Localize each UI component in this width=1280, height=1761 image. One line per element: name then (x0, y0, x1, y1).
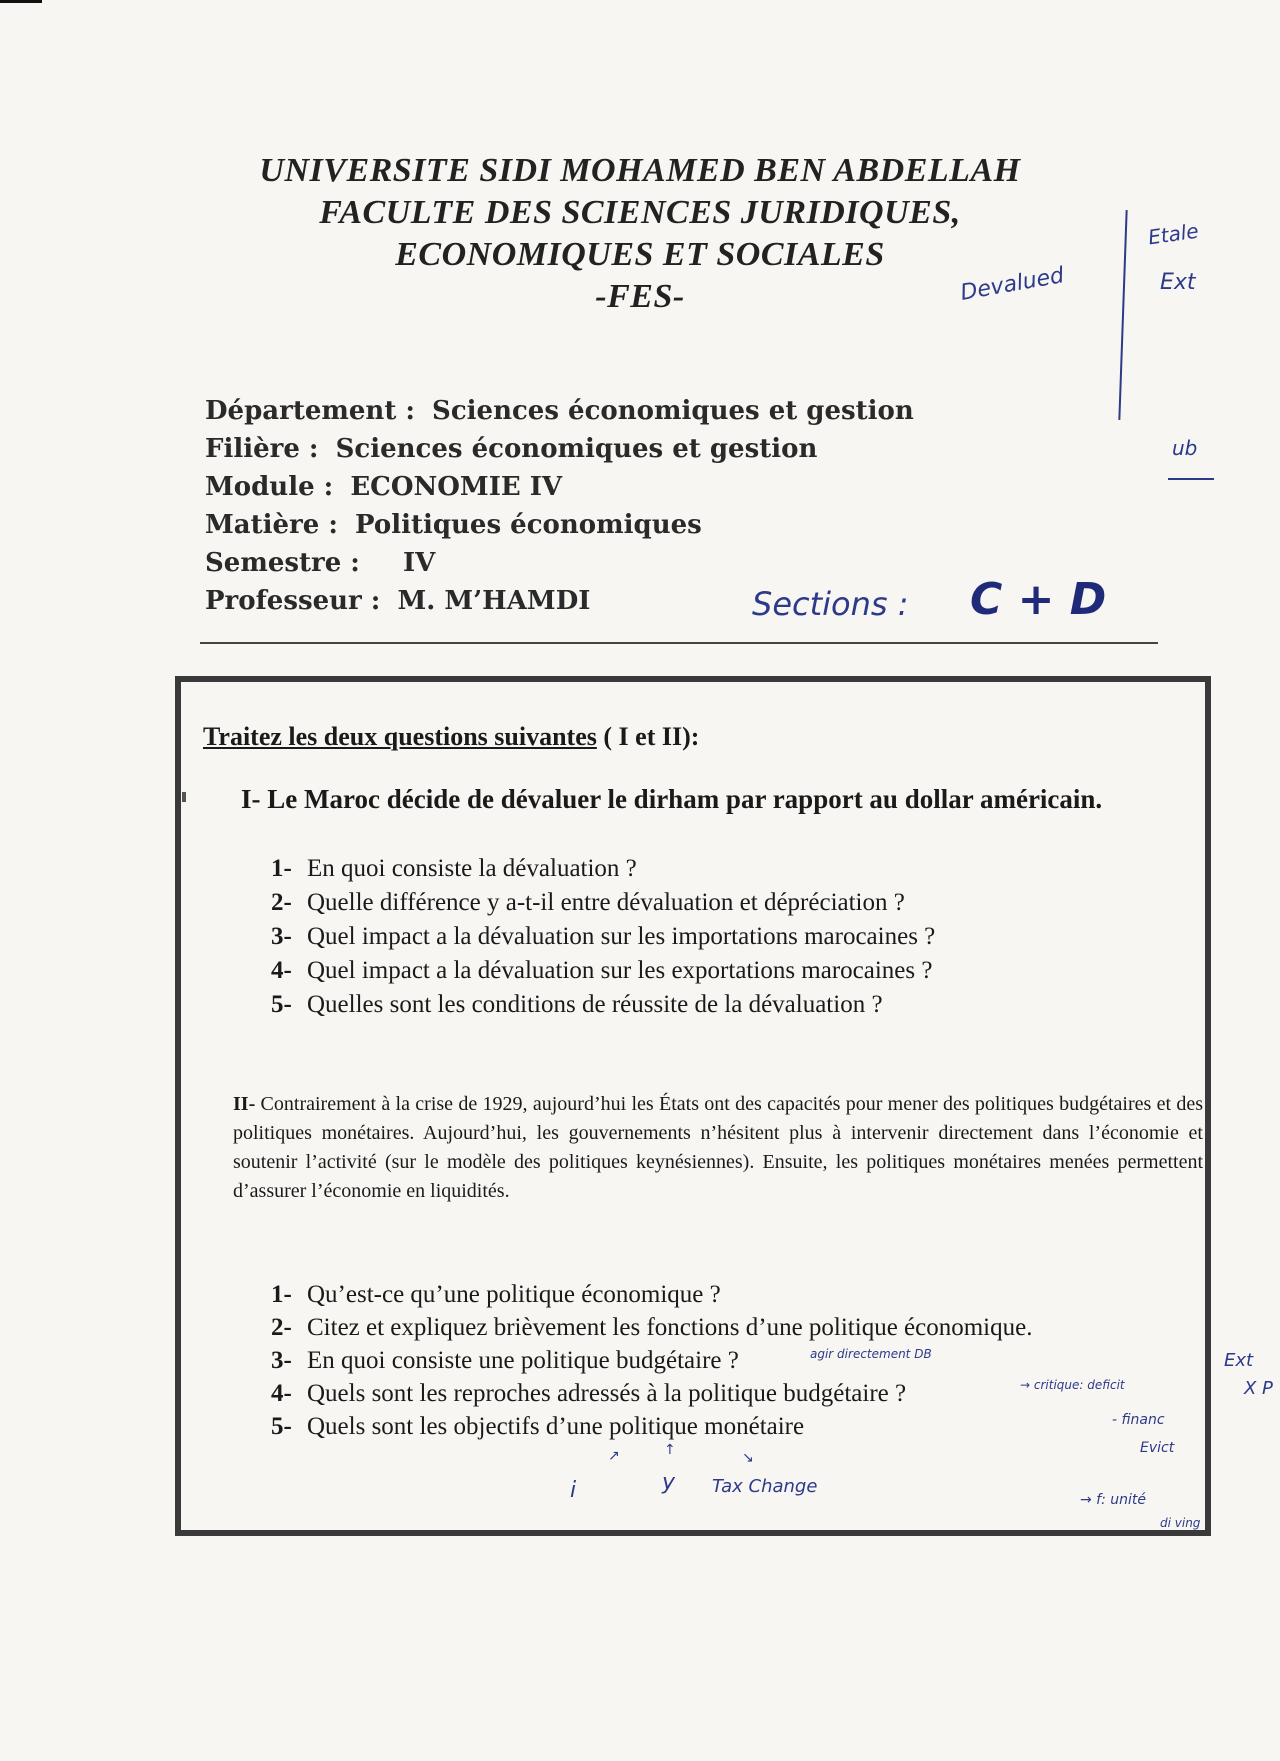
question-text: Quel impact a la dévaluation sur les exportations marocaines ? (307, 957, 933, 984)
question-number: 4- (271, 957, 292, 984)
list-item (271, 920, 935, 954)
handwritten-note-q3: agir directement DB (810, 1347, 932, 1361)
meta-module (205, 468, 914, 506)
university-header (0, 150, 1280, 318)
handwritten-note-y: y (662, 1470, 676, 1495)
header-line-3: ECONOMIQUES ET SOCIALES (395, 236, 885, 273)
question-text: Quel impact a la dévaluation sur les importations marocaines ? (307, 923, 936, 950)
handwritten-note-evict: Evict (1140, 1440, 1175, 1456)
meta-label: Module : (205, 472, 334, 502)
header-line-4: -FES- (595, 278, 685, 315)
question-text: Quelle différence y a-t-il entre dévaluation et dépréciation ? (307, 889, 905, 916)
header-line-1: UNIVERSITE SIDI MOHAMED BEN ABDELLAH (259, 152, 1021, 189)
list-item (271, 954, 935, 988)
list-item (271, 886, 935, 920)
meta-semestre (205, 544, 914, 582)
part1-title: I- Le Maroc décide de dévaluer le dirham par rapport au dollar américain. (241, 784, 1103, 814)
handwritten-arrow-icon: ↑ (664, 1442, 676, 1458)
list-item (271, 1278, 1032, 1311)
question-number: 5- (271, 991, 292, 1018)
part2-text: Contrairement à la crise de 1929, aujourd’hui les États ont des capacités pour mener des politiques budgétaires et des politiques monétaires. Aujourd’hui, les gouvernements n’hésitent plus à intervenir directement dans l’économie et soutenir l’activité (sur le modèle des politiques keynésiennes). Ensuite, les politiques monétaires menées permettent d’assurer l’économie en liquidités. (233, 1093, 1204, 1202)
part2-paragraph (233, 1090, 1203, 1206)
handwritten-note-ub: ub (1172, 436, 1198, 460)
handwritten-note-etale: Etale (1146, 218, 1201, 250)
handwritten-note-q4: → critique: deficit (1020, 1378, 1125, 1392)
meta-value: M. M’HAMDI (397, 586, 591, 616)
question-number: 2- (271, 889, 292, 916)
handwritten-note-ext2: Ext (1224, 1350, 1254, 1371)
question-text: Citez et expliquez brièvement les fonctions d’une politique économique. (307, 1314, 1033, 1341)
handwritten-sections-value: C + D (970, 574, 1107, 625)
meta-value: Sciences économiques et gestion (335, 434, 818, 464)
list-item (271, 852, 935, 886)
list-item (271, 1311, 1032, 1344)
meta-filiere (205, 430, 914, 468)
meta-value: Politiques économiques (355, 510, 702, 540)
handwritten-note-unite: → f: unité (1080, 1492, 1147, 1508)
meta-label: Département : (205, 396, 415, 426)
meta-value: Sciences économiques et gestion (432, 396, 914, 426)
handwritten-arrow-icon: ↘ (742, 1450, 754, 1466)
question-number: 5- (271, 1413, 292, 1440)
meta-value: ECONOMIE IV (350, 472, 563, 502)
scan-corner-mark (0, 0, 42, 3)
meta-value: IV (402, 548, 436, 578)
handwritten-sections-label: Sections : (752, 585, 909, 623)
part2-label: II- (233, 1093, 256, 1115)
handwritten-note-xp: X P (1244, 1378, 1273, 1399)
list-item (271, 1377, 1032, 1410)
question-number: 1- (271, 1281, 292, 1308)
instruction-rest: ( I et II): (596, 722, 700, 751)
handwritten-note-ving: di ving (1160, 1516, 1201, 1530)
list-item (271, 1410, 1032, 1443)
question-number: 2- (271, 1314, 292, 1341)
list-item (271, 988, 935, 1022)
handwritten-note-tax-change: Tax Change (712, 1476, 818, 1497)
question-number: 1- (271, 855, 292, 882)
meta-label: Professeur : (205, 586, 381, 616)
exam-questions-box (175, 676, 1211, 1536)
instruction (203, 722, 699, 752)
meta-matiere (205, 506, 914, 544)
handwritten-note-i: i (570, 1478, 577, 1503)
handwritten-underline (1168, 478, 1214, 480)
question-text: En quoi consiste une politique budgétaire ? (307, 1347, 739, 1374)
meta-label: Semestre : (205, 548, 360, 578)
scan-margin-mark (182, 792, 186, 802)
handwritten-note-ext: Ext (1160, 270, 1196, 295)
question-text: Qu’est-ce qu’une politique économique ? (307, 1281, 721, 1308)
header-line-2: FACULTE DES SCIENCES JURIDIQUES, (319, 194, 961, 231)
question-text: En quoi consiste la dévaluation ? (307, 855, 637, 882)
part1-questions (271, 852, 935, 1022)
handwritten-note-deval: Devalued (958, 263, 1066, 306)
header-divider (200, 642, 1158, 644)
instruction-underlined: Traitez les deux questions suivantes (203, 722, 597, 751)
handwritten-note-financ: - financ (1112, 1412, 1165, 1428)
question-number: 3- (271, 923, 292, 950)
question-text: Quels sont les objectifs d’une politique monétaire (307, 1413, 805, 1440)
meta-label: Matière : (205, 510, 338, 540)
question-number: 4- (271, 1380, 292, 1407)
handwritten-arrow-icon: ↗ (608, 1448, 620, 1464)
question-number: 3- (271, 1347, 292, 1374)
question-text: Quelles sont les conditions de réussite de la dévaluation ? (307, 991, 883, 1018)
meta-label: Filière : (205, 434, 319, 464)
meta-departement (205, 392, 914, 430)
question-text: Quels sont les reproches adressés à la politique budgétaire ? (307, 1380, 907, 1407)
